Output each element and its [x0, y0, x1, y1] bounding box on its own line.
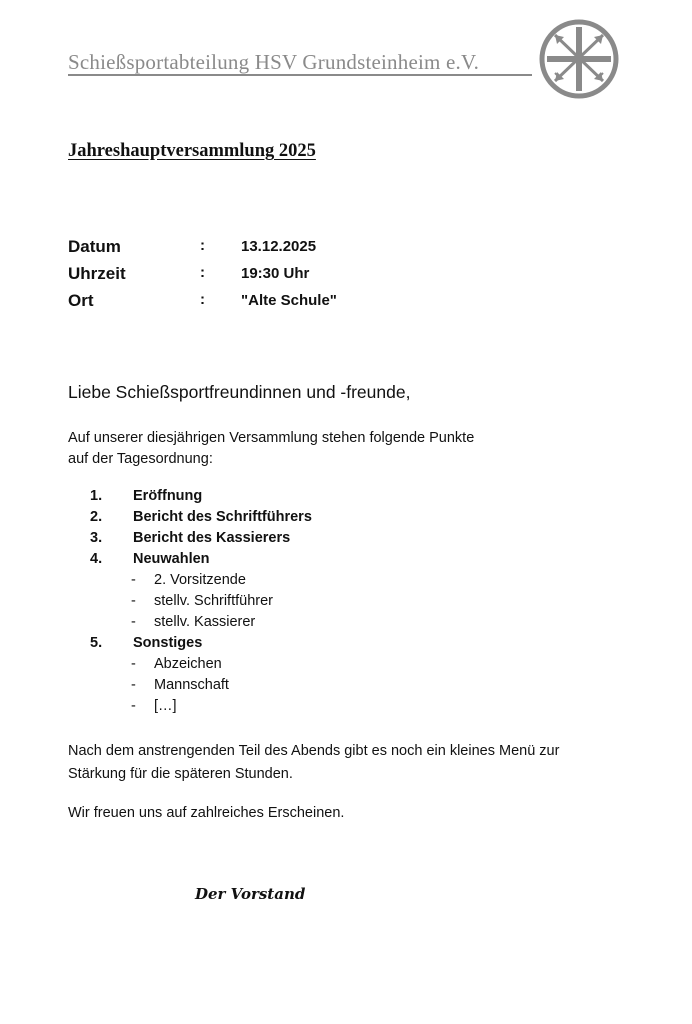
document-title: Jahreshauptversammlung 2025	[68, 141, 316, 161]
agenda-item	[90, 530, 490, 551]
agenda-label: Sonstiges	[133, 635, 203, 651]
info-label: Ort	[68, 291, 94, 310]
closing-line: Stärkung für die späteren Stunden.	[68, 766, 293, 782]
agenda-item	[90, 635, 490, 656]
agenda-subitem-label: stellv. Schriftführer	[154, 593, 273, 609]
agenda-subitem	[90, 614, 490, 635]
info-separator: :	[200, 237, 205, 254]
agenda-dash: -	[131, 572, 136, 588]
signature: Der Vorstand	[195, 885, 306, 903]
agenda-subitem-label: […]	[154, 698, 177, 714]
agenda-number: 5.	[90, 635, 103, 651]
agenda-number: 1.	[90, 488, 103, 504]
agenda-number: 2.	[90, 509, 103, 525]
agenda-subitem	[90, 593, 490, 614]
agenda-subitem-label: 2. Vorsitzende	[154, 572, 246, 588]
agenda-subitem	[90, 698, 490, 719]
greeting: Liebe Schießsportfreundinnen und -freunde,	[68, 382, 411, 402]
intro-line: Auf unserer diesjährigen Versammlung stehen folgende Punkte	[68, 430, 475, 446]
agenda-item	[90, 551, 490, 572]
farewell: Wir freuen uns auf zahlreiches Erscheinen.	[68, 805, 345, 821]
agenda-dash: -	[131, 698, 136, 714]
info-value: 19:30 Uhr	[241, 265, 310, 282]
info-value: "Alte Schule"	[241, 292, 337, 309]
info-value: 13.12.2025	[241, 238, 317, 255]
agenda-number: 3.	[90, 530, 103, 546]
agenda-subitem	[90, 656, 490, 677]
closing-line: Nach dem anstrengenden Teil des Abends gibt es noch ein kleines Menü zur	[68, 743, 560, 759]
info-separator: :	[200, 264, 205, 281]
agenda-dash: -	[131, 614, 136, 630]
intro-paragraph	[68, 428, 538, 470]
agenda-item	[90, 509, 490, 530]
club-emblem-cross-arrows-icon	[537, 19, 621, 99]
agenda-subitem-label: Abzeichen	[154, 656, 222, 672]
agenda-subitem	[90, 677, 490, 698]
info-separator: :	[200, 291, 205, 308]
agenda-subitem-label: stellv. Kassierer	[154, 614, 256, 630]
agenda-number: 4.	[90, 551, 103, 567]
closing-paragraph	[68, 740, 628, 786]
agenda-dash: -	[131, 656, 136, 672]
club-name: Schießsportabteilung HSV Grundsteinheim e.V.	[68, 50, 480, 74]
agenda-label: Neuwahlen	[133, 551, 210, 567]
agenda-label: Bericht des Schriftführers	[133, 509, 312, 525]
agenda-subitem	[90, 572, 490, 593]
agenda-dash: -	[131, 593, 136, 609]
intro-line: auf der Tagesordnung:	[68, 451, 213, 467]
agenda-subitem-label: Mannschaft	[154, 677, 229, 693]
agenda-list	[90, 488, 490, 719]
header-rule	[68, 74, 532, 76]
agenda-label: Eröffnung	[133, 488, 203, 504]
agenda-item	[90, 488, 490, 509]
agenda-label: Bericht des Kassierers	[133, 530, 291, 546]
info-label: Datum	[68, 237, 121, 256]
agenda-dash: -	[131, 677, 136, 693]
info-label: Uhrzeit	[68, 264, 126, 283]
